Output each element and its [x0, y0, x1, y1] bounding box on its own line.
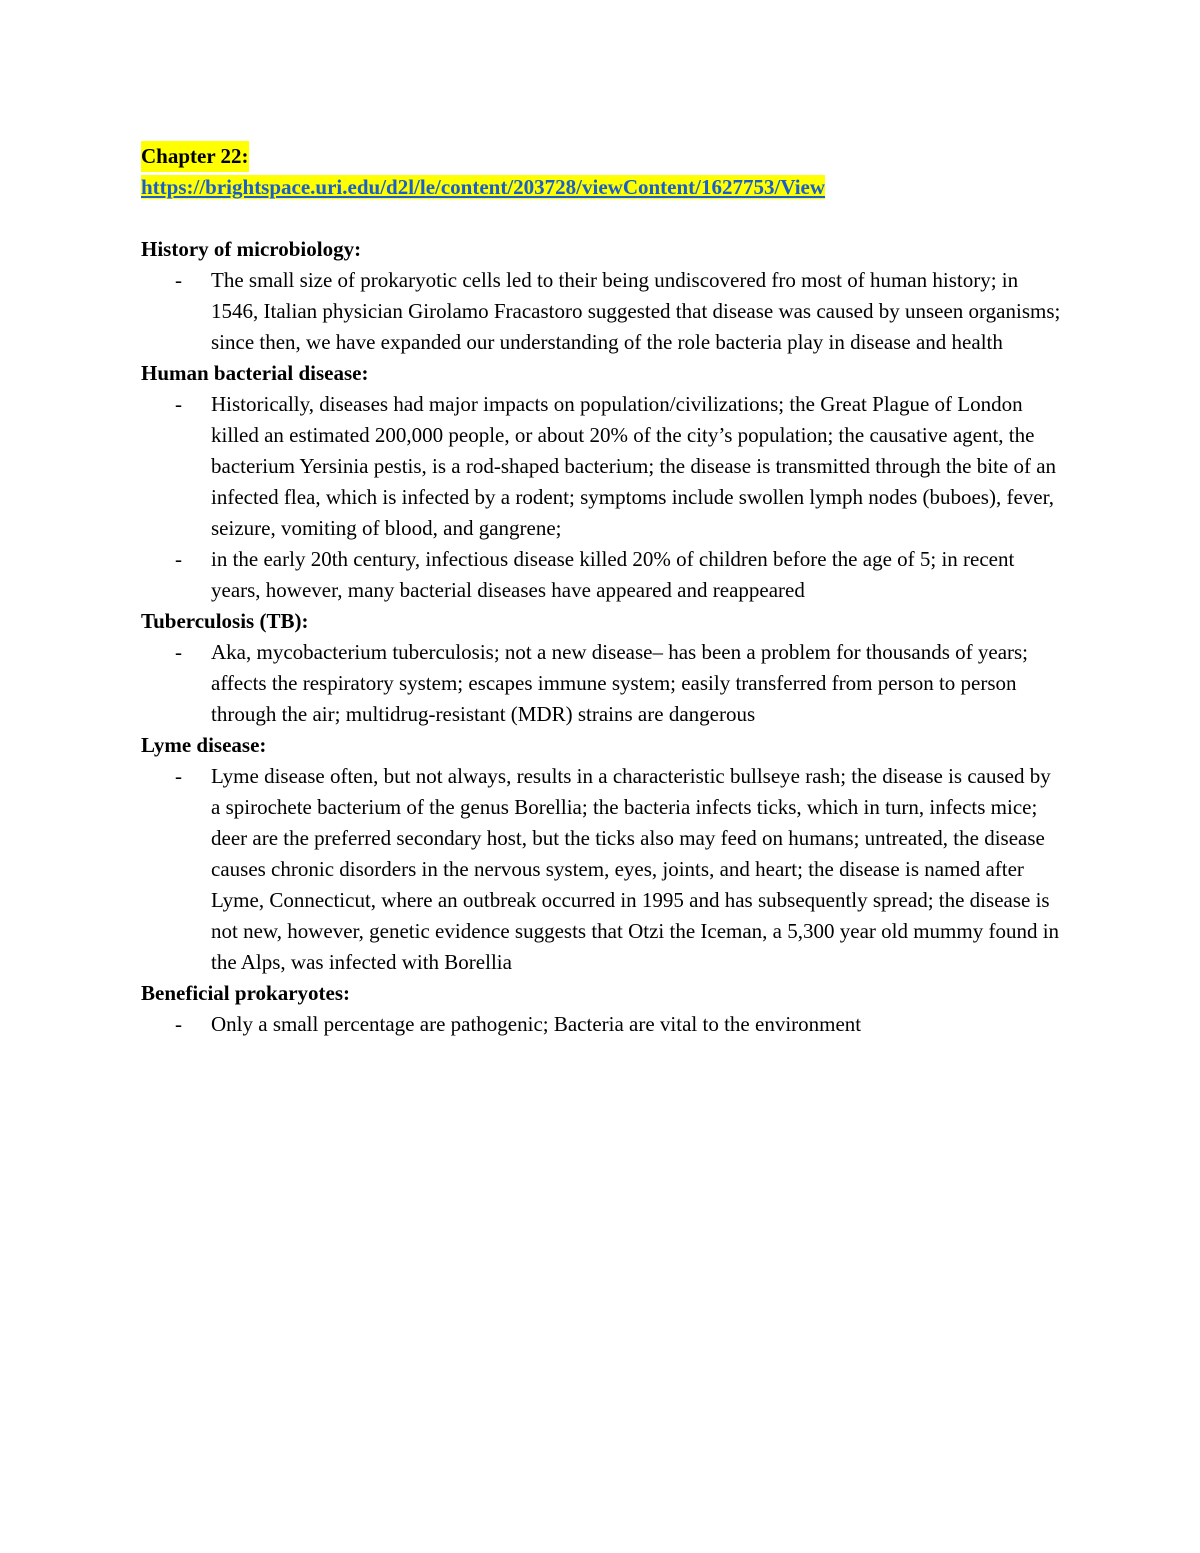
section-tuberculosis — [141, 606, 1061, 730]
chapter-link-line — [141, 172, 1061, 203]
document-body — [141, 141, 1061, 1040]
section-lyme-disease — [141, 730, 1061, 978]
chapter-title: Chapter 22: — [141, 141, 249, 172]
section-history-of-microbiology — [141, 234, 1061, 358]
bullet-item — [141, 544, 1061, 606]
section-heading: History of microbiology: — [141, 237, 362, 261]
section-heading: Tuberculosis (TB): — [141, 609, 309, 633]
bullet-text: Aka, mycobacterium tuberculosis; not a new disease– has been a problem for thousands of years; affects the respiratory system; escapes immune system; easily transferred from person to person through the air; multidrug-resistant (MDR) strains are dangerous — [211, 640, 1029, 726]
bullet-list — [141, 389, 1061, 606]
section-heading: Human bacterial disease: — [141, 361, 369, 385]
bullet-item — [141, 637, 1061, 730]
bullet-list — [141, 265, 1061, 358]
bullet-item — [141, 389, 1061, 544]
bullet-text: in the early 20th century, infectious disease killed 20% of children before the age of 5; in recent years, however, many bacterial diseases have appeared and reappeared — [211, 547, 1015, 602]
section-beneficial-prokaryotes — [141, 978, 1061, 1040]
bullet-list — [141, 637, 1061, 730]
bullet-text: Lyme disease often, but not always, results in a characteristic bullseye rash; the disease is caused by a spirochete bacterium of the genus Borellia; the bacteria infects ticks, which in turn, infects mice; deer are the preferred secondary host, but the ticks also may feed on humans; untreated, the disease causes chronic disorders in the nervous system, eyes, joints, and heart; the disease is named after Lyme, Connecticut, where an outbreak occurred in 1995 and has subsequently spread; the disease is not new, however, genetic evidence suggests that Otzi the Iceman, a 5,300 year old mummy found in the Alps, was infected with Borellia — [211, 764, 1060, 974]
bullet-text: Historically, diseases had major impacts on population/civilizations; the Great Plague of London killed an estimated 200,000 people, or about 20% of the city’s population; the causative agent, the bacterium Yersinia pestis, is a rod-shaped bacterium; the disease is transmitted through the bite of an infected flea, which is infected by a rodent; symptoms include swollen lymph nodes (buboes), fever, seizure, vomiting of blood, and gangrene; — [211, 392, 1057, 540]
bullet-text: The small size of prokaryotic cells led to their being undiscovered fro most of human history; in 1546, Italian physician Girolamo Fracastoro suggested that disease was caused by unseen organisms; since then, we have expanded our understanding of the role bacteria play in disease and health — [211, 268, 1061, 354]
section-heading: Lyme disease: — [141, 733, 267, 757]
bullet-marker: - — [175, 640, 182, 664]
bullet-marker: - — [175, 268, 182, 292]
bullet-list — [141, 761, 1061, 978]
bullet-marker: - — [175, 392, 182, 416]
bullet-item — [141, 265, 1061, 358]
bullet-list — [141, 1009, 1061, 1040]
bullet-item — [141, 1009, 1061, 1040]
section-heading: Beneficial prokaryotes: — [141, 981, 350, 1005]
bullet-item — [141, 761, 1061, 978]
bullet-text: Only a small percentage are pathogenic; Bacteria are vital to the environment — [211, 1012, 862, 1036]
chapter-link[interactable]: https://brightspace.uri.edu/d2l/le/content/203728/viewContent/1627753/View — [141, 175, 826, 199]
bullet-marker: - — [175, 764, 182, 788]
bullet-marker: - — [175, 1012, 182, 1036]
section-human-bacterial-disease — [141, 358, 1061, 606]
blank-line — [141, 203, 1061, 234]
bullet-marker: - — [175, 547, 182, 571]
